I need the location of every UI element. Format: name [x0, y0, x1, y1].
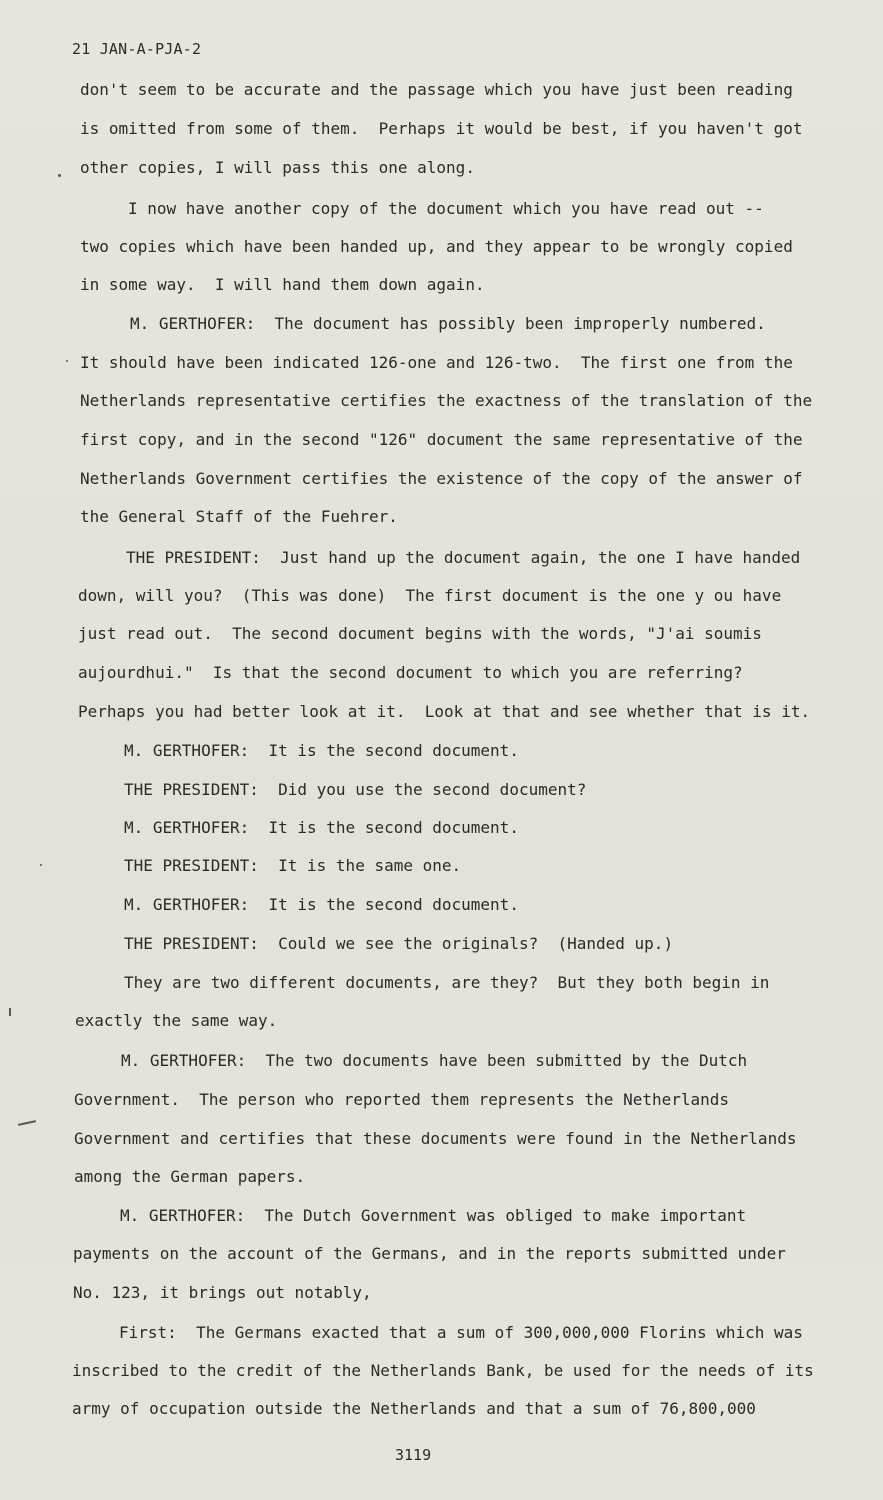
text-line: other copies, I will pass this one along. — [80, 158, 475, 177]
speaker-line: THE PRESIDENT: Just hand up the document again, the one I have handed — [126, 548, 801, 567]
speaker-line: THE PRESIDENT: Did you use the second document? — [124, 780, 587, 799]
text-line: aujourdhui." Is that the second document to which you are referring? — [78, 663, 743, 682]
speaker-line: THE PRESIDENT: Could we see the originals? (Handed up.) — [124, 934, 674, 953]
margin-dash — [18, 1120, 36, 1126]
speaker-line: M. GERTHOFER: The document has possibly been improperly numbered. — [130, 314, 766, 333]
text-line: the General Staff of the Fuehrer. — [80, 507, 398, 526]
speaker-line: M. GERTHOFER: It is the second document. — [124, 741, 519, 760]
text-line: Government and certifies that these documents were found in the Netherlands — [74, 1129, 797, 1148]
text-line: Perhaps you had better look at it. Look at that and see whether that is it. — [78, 702, 811, 721]
text-line: Government. The person who reported them represents the Netherlands — [74, 1090, 730, 1109]
text-line: just read out. The second document begins with the words, "J'ai soumis — [78, 624, 762, 643]
text-line: first copy, and in the second "126" document the same representative of the — [80, 430, 803, 449]
text-line: inscribed to the credit of the Netherlands Bank, be used for the needs of its — [72, 1361, 814, 1380]
text-line: Netherlands Government certifies the existence of the copy of the answer of — [80, 469, 803, 488]
text-line: don't seem to be accurate and the passage which you have just been reading — [80, 80, 793, 99]
text-line: in some way. I will hand them down again. — [80, 275, 485, 294]
speaker-line: THE PRESIDENT: It is the same one. — [124, 856, 462, 875]
margin-dot — [58, 174, 61, 177]
text-line: First: The Germans exacted that a sum of 300,000,000 Florins which was — [119, 1323, 803, 1342]
margin-mark — [9, 1008, 11, 1016]
speaker-line: M. GERTHOFER: The Dutch Government was obliged to make important — [120, 1206, 747, 1225]
text-line: exactly the same way. — [75, 1011, 278, 1030]
margin-dot — [40, 864, 42, 866]
page-identifier: 21 JAN-A-PJA-2 — [72, 40, 202, 58]
text-line: No. 123, it brings out notably, — [73, 1283, 372, 1302]
margin-dot — [66, 360, 68, 362]
speaker-line: M. GERTHOFER: The two documents have been submitted by the Dutch — [121, 1051, 748, 1070]
text-line: They are two different documents, are they? But they both begin in — [124, 973, 770, 992]
text-line: among the German papers. — [74, 1167, 306, 1186]
page-number: 3119 — [395, 1446, 432, 1464]
text-line: Netherlands representative certifies the exactness of the translation of the — [80, 391, 813, 410]
text-line: It should have been indicated 126-one and 126-two. The first one from the — [80, 353, 793, 372]
text-line: army of occupation outside the Netherlands and that a sum of 76,800,000 — [72, 1399, 756, 1418]
speaker-line: M. GERTHOFER: It is the second document. — [124, 895, 519, 914]
text-line: I now have another copy of the document which you have read out -- — [128, 199, 764, 218]
speaker-line: M. GERTHOFER: It is the second document. — [124, 818, 519, 837]
text-line: is omitted from some of them. Perhaps it would be best, if you haven't got — [80, 119, 803, 138]
text-line: payments on the account of the Germans, and in the reports submitted under — [73, 1244, 786, 1263]
text-line: two copies which have been handed up, and they appear to be wrongly copied — [80, 237, 793, 256]
text-line: down, will you? (This was done) The first document is the one y ou have — [78, 586, 782, 605]
